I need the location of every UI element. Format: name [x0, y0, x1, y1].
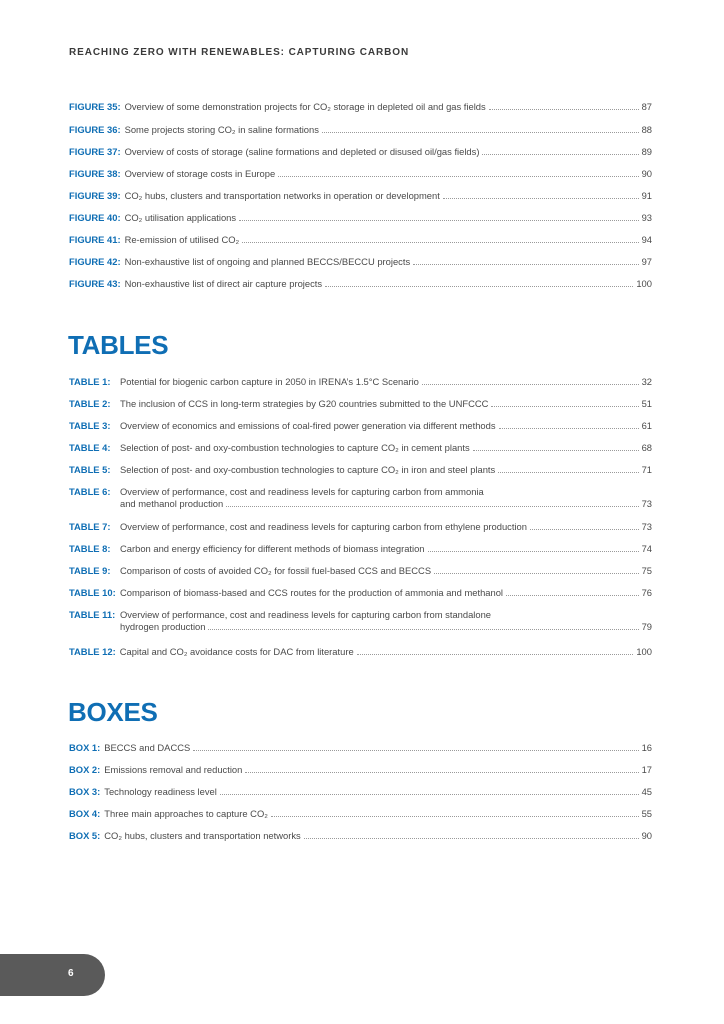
dot-leader — [208, 629, 638, 630]
dot-leader — [434, 573, 638, 574]
entry-text: Selection of post- and oxy-combustion technologies to capture CO₂ in iron and steel plants — [120, 464, 496, 475]
entry-label: BOX 5: — [69, 830, 101, 841]
entry-page: 45 — [641, 786, 652, 797]
entry-page: 17 — [641, 764, 652, 775]
toc-entry-box-2[interactable] — [69, 764, 652, 776]
entry-label: TABLE 10: — [69, 587, 116, 598]
dot-leader — [482, 154, 638, 155]
entry-label: TABLE 7: — [69, 521, 111, 532]
entry-label: TABLE 1: — [69, 376, 111, 387]
toc-entry-figure-41[interactable] — [69, 234, 652, 246]
entry-label: TABLE 5: — [69, 464, 111, 475]
toc-entry-table-8[interactable] — [69, 543, 652, 555]
toc-entry-table-12[interactable] — [69, 646, 652, 658]
entry-label: FIGURE 36: — [69, 124, 121, 135]
entry-text: Re-emission of utilised CO₂ — [124, 234, 240, 245]
entry-page: 55 — [641, 808, 652, 819]
entry-text: Carbon and energy efficiency for different methods of biomass integration — [120, 543, 425, 554]
entry-label: BOX 3: — [69, 786, 101, 797]
toc-entry-table-10[interactable] — [69, 587, 652, 599]
toc-entry-table-6[interactable] — [69, 486, 652, 510]
entry-text: Non-exhaustive list of ongoing and planned BECCS/BECCU projects — [124, 256, 411, 267]
entry-page: 74 — [641, 543, 652, 554]
dot-leader — [491, 406, 638, 407]
toc-entry-box-1[interactable] — [69, 742, 652, 754]
entry-label: TABLE 12: — [69, 646, 116, 657]
dot-leader — [428, 551, 639, 552]
dot-leader — [325, 286, 633, 287]
entry-page: 100 — [636, 278, 652, 289]
toc-entry-box-3[interactable] — [69, 786, 652, 798]
dot-leader — [226, 506, 638, 507]
entry-label: TABLE 4: — [69, 442, 111, 453]
entry-label: FIGURE 39: — [69, 190, 121, 201]
toc-entry-figure-35[interactable] — [69, 101, 652, 113]
entry-page: 90 — [641, 168, 652, 179]
entry-page: 73 — [641, 521, 652, 532]
toc-entry-figure-39[interactable] — [69, 190, 652, 202]
entry-text: Overview of performance, cost and readiness levels for capturing carbon from ammonia — [120, 486, 484, 497]
entry-page: 32 — [641, 376, 652, 387]
entry-page: 16 — [641, 742, 652, 753]
entry-text: Overview of performance, cost and readiness levels for capturing carbon from standalone — [120, 609, 492, 620]
entry-label: TABLE 6: — [69, 486, 111, 497]
entry-page: 79 — [641, 621, 652, 632]
entry-text: Overview of economics and emissions of coal-fired power generation via different methods — [120, 420, 496, 431]
entry-text: CO₂ utilisation applications — [124, 212, 237, 223]
entry-page: 87 — [641, 101, 652, 112]
entry-label: TABLE 9: — [69, 565, 111, 576]
entry-text: Overview of some demonstration projects for CO₂ storage in depleted oil and gas fields — [124, 101, 486, 112]
dot-leader — [239, 220, 638, 221]
running-header: REACHING ZERO WITH RENEWABLES: CAPTURING CARBON — [69, 47, 410, 58]
entry-text: Non-exhaustive list of direct air capture projects — [124, 278, 323, 289]
dot-leader — [473, 450, 639, 451]
entry-text-continued: hydrogen production — [120, 621, 206, 632]
entry-text: Three main approaches to capture CO₂ — [104, 808, 268, 819]
entry-text: Comparison of costs of avoided CO₂ for fossil fuel-based CCS and BECCS — [120, 565, 432, 576]
dot-leader — [242, 242, 638, 243]
entry-label: TABLE 8: — [69, 543, 111, 554]
entry-label: FIGURE 40: — [69, 212, 121, 223]
toc-entry-table-2[interactable] — [69, 398, 652, 410]
dot-leader — [499, 428, 639, 429]
entry-page: 73 — [641, 498, 652, 509]
dot-leader — [506, 595, 639, 596]
entry-page: 51 — [641, 398, 652, 409]
dot-leader — [357, 654, 634, 655]
entry-page: 88 — [641, 124, 652, 135]
entry-label: FIGURE 38: — [69, 168, 121, 179]
entry-page: 91 — [641, 190, 652, 201]
entry-text: The inclusion of CCS in long-term strategies by G20 countries submitted to the UNFCCC — [120, 398, 489, 409]
entry-page: 97 — [641, 256, 652, 267]
dot-leader — [530, 529, 639, 530]
entry-text-continued: and methanol production — [120, 498, 224, 509]
entry-label: FIGURE 41: — [69, 234, 121, 245]
page-number: 6 — [68, 968, 74, 979]
dot-leader — [489, 109, 639, 110]
entry-label: FIGURE 42: — [69, 256, 121, 267]
entry-label: FIGURE 43: — [69, 278, 121, 289]
toc-entry-figure-40[interactable] — [69, 212, 652, 224]
entry-text: Some projects storing CO₂ in saline formations — [124, 124, 319, 135]
entry-page: 90 — [641, 830, 652, 841]
entry-text: Capital and CO₂ avoidance costs for DAC from literature — [119, 646, 354, 657]
dot-leader — [271, 816, 639, 817]
dot-leader — [278, 176, 638, 177]
entry-page: 61 — [641, 420, 652, 431]
toc-entry-table-1[interactable] — [69, 376, 652, 388]
tables-heading: TABLES — [68, 330, 169, 360]
entry-text: Overview of storage costs in Europe — [124, 168, 276, 179]
toc-entry-box-5[interactable] — [69, 830, 652, 842]
entry-label: BOX 1: — [69, 742, 101, 753]
entry-page: 68 — [641, 442, 652, 453]
toc-entry-box-4[interactable] — [69, 808, 652, 820]
entry-label: FIGURE 37: — [69, 146, 121, 157]
entry-text: Selection of post- and oxy-combustion technologies to capture CO₂ in cement plants — [120, 442, 470, 453]
dot-leader — [422, 384, 639, 385]
dot-leader — [498, 472, 638, 473]
toc-entry-figure-37[interactable] — [69, 146, 652, 158]
entry-text: Comparison of biomass-based and CCS routes for the production of ammonia and methanol — [120, 587, 504, 598]
toc-entry-table-7[interactable] — [69, 521, 652, 533]
dot-leader — [304, 838, 639, 839]
entry-page: 100 — [636, 646, 652, 657]
toc-entry-figure-36[interactable] — [69, 124, 652, 136]
entry-page: 76 — [641, 587, 652, 598]
page-number-tab — [0, 954, 105, 996]
entry-text: BECCS and DACCS — [104, 742, 191, 753]
toc-entry-figure-42[interactable] — [69, 256, 652, 268]
dot-leader — [245, 772, 638, 773]
entry-label: BOX 2: — [69, 764, 101, 775]
toc-entry-figure-43[interactable] — [69, 278, 652, 290]
toc-entry-table-4[interactable] — [69, 442, 652, 454]
entry-text: Overview of costs of storage (saline formations and depleted or disused oil/gas fields) — [124, 146, 480, 157]
dot-leader — [193, 750, 638, 751]
entry-text: CO₂ hubs, clusters and transportation networks — [104, 830, 301, 841]
entry-page: 93 — [641, 212, 652, 223]
entry-page: 94 — [641, 234, 652, 245]
dot-leader — [220, 794, 639, 795]
dot-leader — [413, 264, 638, 265]
entry-text: Emissions removal and reduction — [104, 764, 243, 775]
toc-entry-table-11[interactable] — [69, 609, 652, 633]
toc-entry-table-3[interactable] — [69, 420, 652, 432]
dot-leader — [443, 198, 639, 199]
entry-label: TABLE 2: — [69, 398, 111, 409]
entry-text: Potential for biogenic carbon capture in 2050 in IRENA’s 1.5°C Scenario — [120, 376, 419, 387]
entry-label: BOX 4: — [69, 808, 101, 819]
toc-entry-table-5[interactable] — [69, 464, 652, 476]
entry-text: Technology readiness level — [104, 786, 217, 797]
toc-entry-figure-38[interactable] — [69, 168, 652, 180]
entry-label: FIGURE 35: — [69, 101, 121, 112]
entry-label: TABLE 11: — [69, 609, 116, 620]
entry-page: 89 — [641, 146, 652, 157]
boxes-heading: BOXES — [68, 697, 158, 727]
entry-label: TABLE 3: — [69, 420, 111, 431]
toc-entry-table-9[interactable] — [69, 565, 652, 577]
dot-leader — [322, 132, 639, 133]
entry-page: 75 — [641, 565, 652, 576]
entry-text: CO₂ hubs, clusters and transportation networks in operation or development — [124, 190, 440, 201]
entry-text: Overview of performance, cost and readiness levels for capturing carbon from ethylene production — [120, 521, 527, 532]
entry-page: 71 — [641, 464, 652, 475]
